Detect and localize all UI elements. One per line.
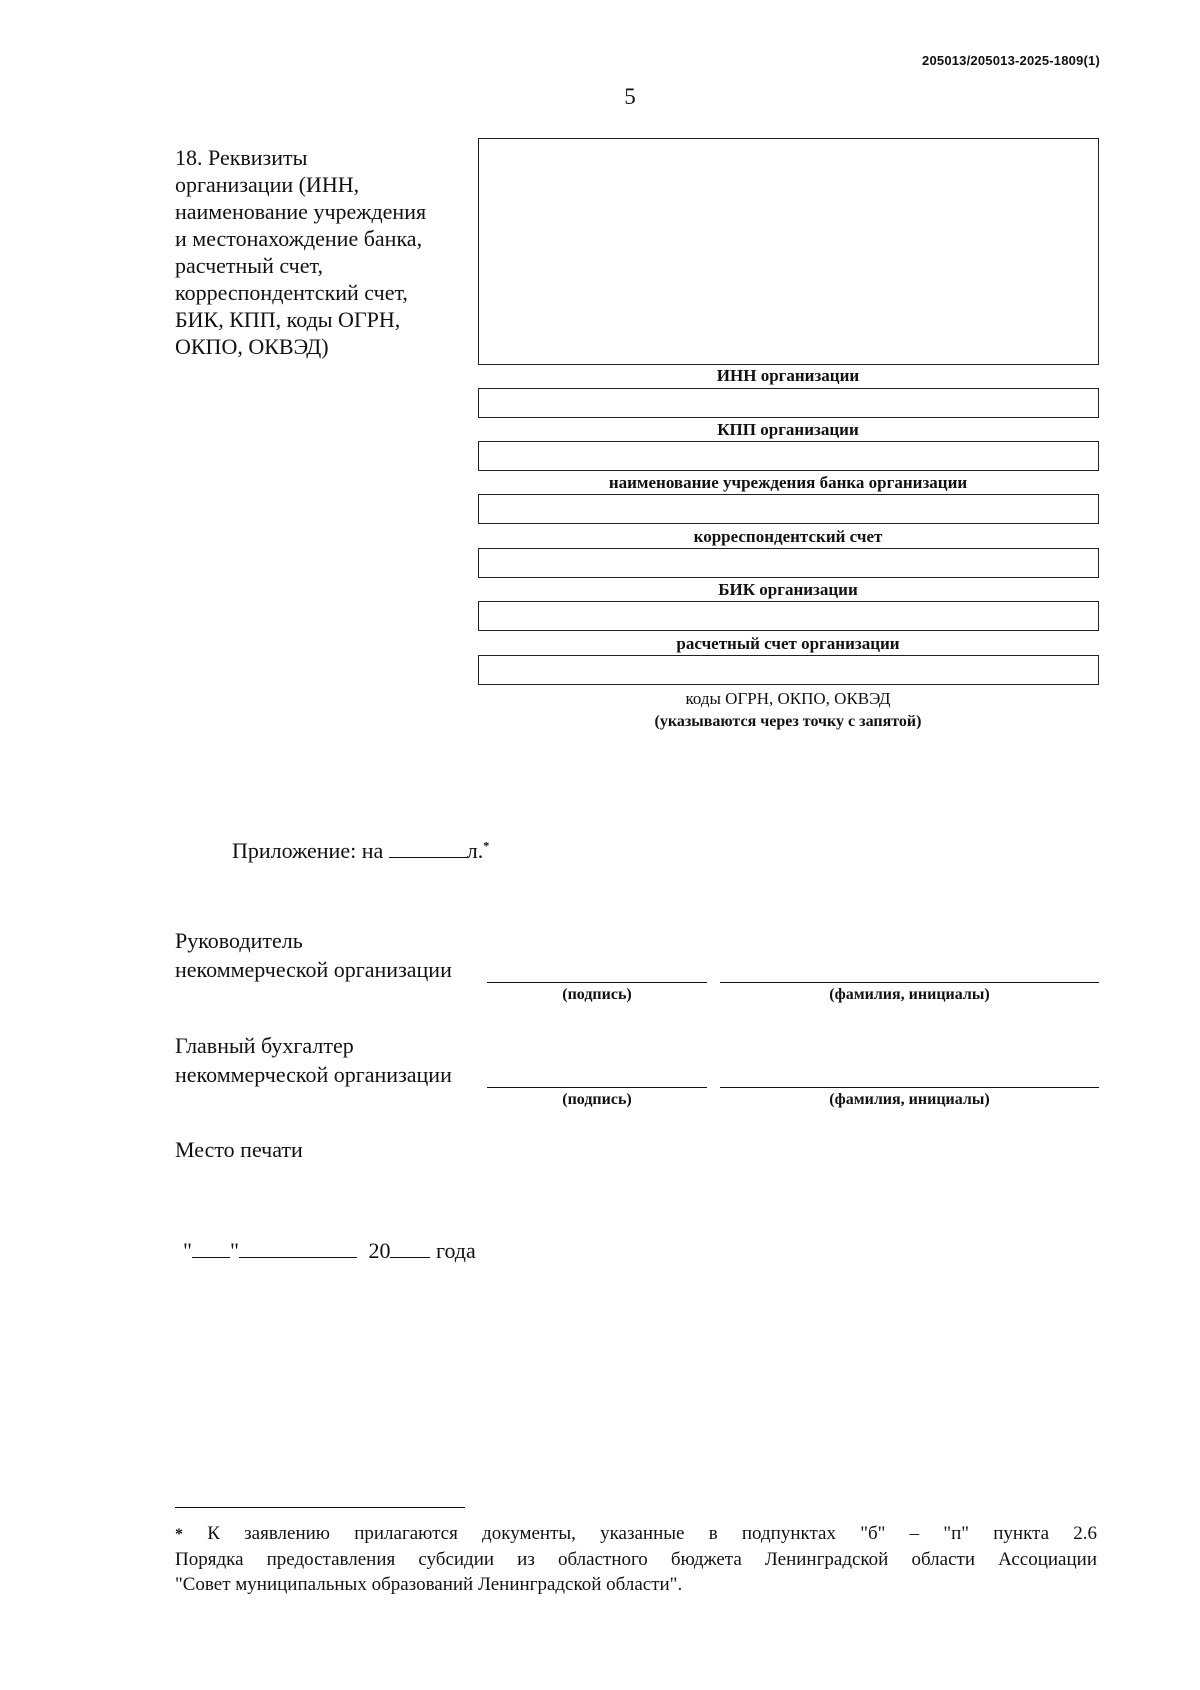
section-label-line: расчетный счет,: [175, 253, 323, 278]
section-18-label: [175, 144, 475, 360]
corr-account-field[interactable]: [478, 548, 1099, 578]
settlement-account-caption: расчетный счет организации: [676, 634, 900, 653]
date-quote-open: ": [183, 1238, 192, 1263]
inn-caption: ИНН организации: [716, 366, 860, 385]
footnote-mark: *: [175, 1526, 183, 1543]
date-year-prefix: 20: [368, 1238, 391, 1263]
head-signature-caption: (подпись): [562, 986, 632, 1003]
head-signature-line[interactable]: [487, 982, 707, 983]
signatory-head-role: Руководитель: [175, 928, 303, 953]
accountant-name-caption: (фамилия, инициалы): [829, 1091, 990, 1108]
signatory-accountant-org: некоммерческой организации: [175, 1062, 452, 1087]
inn-field[interactable]: [478, 388, 1099, 418]
footnote-line-3: "Совет муниципальных образований Ленинградской области".: [175, 1574, 683, 1595]
date-year-blank[interactable]: [390, 1239, 430, 1258]
bank-name-caption: наименование учреждения банка организации: [608, 473, 968, 492]
section-label-line: БИК, КПП, коды ОГРН,: [175, 307, 401, 332]
attachment-pages-blank[interactable]: [389, 839, 467, 858]
bik-caption: БИК организации: [718, 580, 858, 599]
stamp-place-label: Место печати: [175, 1137, 303, 1162]
accountant-signature-line[interactable]: [487, 1087, 707, 1088]
section-label-line: организации (ИНН,: [175, 172, 360, 197]
head-name-line[interactable]: [720, 982, 1099, 983]
attachment-prefix: Приложение: на: [232, 838, 384, 863]
head-name-caption: (фамилия, инициалы): [829, 986, 990, 1003]
signatory-accountant: [175, 1031, 452, 1089]
codes-hint: (указываются через точку с запятой): [654, 713, 922, 730]
kpp-caption: КПП организации: [717, 420, 859, 439]
accountant-name-line[interactable]: [720, 1087, 1099, 1088]
date-month-blank[interactable]: [239, 1239, 357, 1258]
footnote: [175, 1521, 1097, 1597]
footnote-line-1: К заявлению прилагаются документы, указанные в подпунктах "б" – "п" пункта 2.6: [207, 1523, 1097, 1544]
section-label-line: и местонахождение банка,: [175, 226, 423, 251]
settlement-account-field[interactable]: [478, 655, 1099, 685]
corr-account-caption: корреспондентский счет: [693, 527, 883, 546]
signatory-accountant-role: Главный бухгалтер: [175, 1033, 354, 1058]
footnote-line-2: Порядка предоставления субсидии из областного бюджета Ленинградской области Ассоциации: [175, 1549, 1097, 1570]
accountant-signature-caption: (подпись): [562, 1091, 632, 1108]
attachment-suffix: л.: [466, 838, 484, 863]
date-quote-close: ": [229, 1238, 239, 1263]
kpp-field[interactable]: [478, 441, 1099, 471]
bank-name-field[interactable]: [478, 494, 1099, 524]
footnote-divider: [175, 1507, 465, 1508]
requisites-main-box[interactable]: [478, 138, 1099, 365]
document-id: 205013/205013-2025-1809(1): [922, 53, 1100, 68]
bik-field[interactable]: [478, 601, 1099, 631]
attachment-line: [232, 838, 489, 864]
section-label-line: наименование учреждения: [175, 199, 427, 224]
codes-caption: коды ОГРН, ОКПО, ОКВЭД: [685, 689, 891, 708]
date-suffix: года: [435, 1238, 476, 1263]
attachment-footnote-mark: *: [483, 838, 490, 853]
section-label-line: ОКПО, ОКВЭД): [175, 334, 329, 359]
signatory-head: [175, 926, 452, 984]
page-number: 5: [624, 84, 636, 109]
section-label-line: корреспондентский счет,: [175, 280, 408, 305]
signatory-head-org: некоммерческой организации: [175, 957, 452, 982]
section-label-line: 18. Реквизиты: [175, 145, 308, 170]
date-day-blank[interactable]: [192, 1239, 230, 1258]
date-line: [183, 1238, 476, 1264]
